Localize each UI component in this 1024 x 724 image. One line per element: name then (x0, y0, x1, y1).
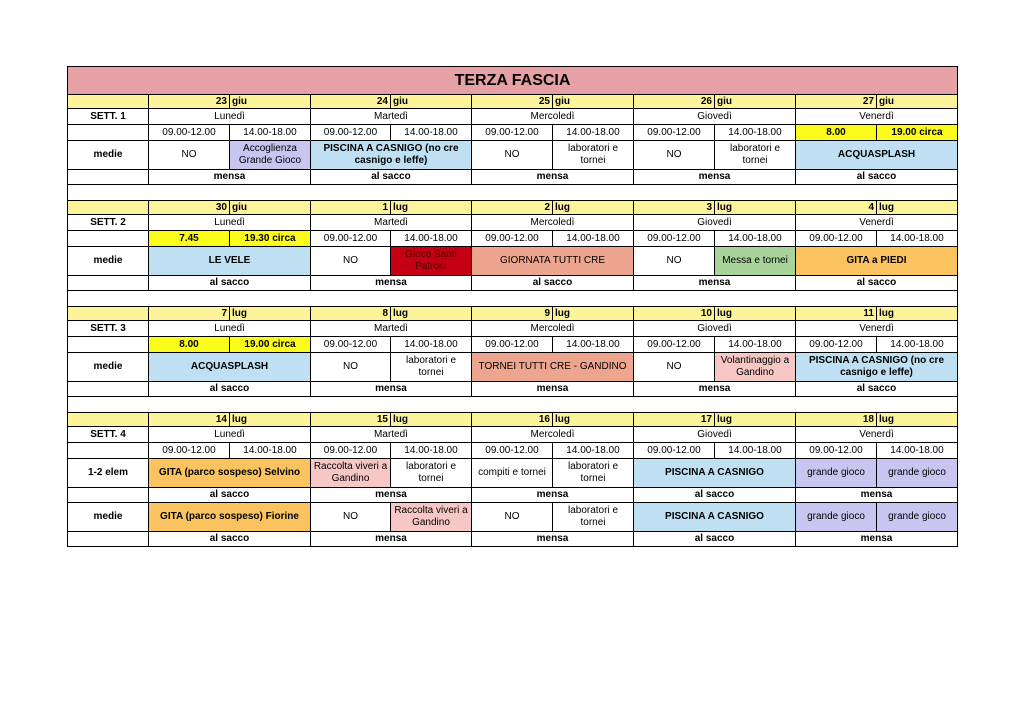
times-row-spacer (67, 442, 149, 459)
day-name: Martedì (310, 426, 472, 443)
time-afternoon: 19.00 circa (229, 336, 311, 353)
day-name: Martedì (310, 320, 472, 337)
lunch-cell: al sacco (795, 275, 958, 291)
day-month: lug (714, 412, 796, 427)
activity-cell: Raccolta viveri a Gandino (390, 502, 472, 532)
date-row-spacer (67, 412, 149, 427)
lunch-cell: mensa (633, 275, 796, 291)
time-afternoon: 14.00-18.00 (390, 442, 472, 459)
lunch-cell: mensa (471, 381, 634, 397)
day-name: Giovedì (633, 320, 796, 337)
day-name: Lunedì (148, 320, 311, 337)
day-month: lug (390, 412, 472, 427)
day-month: lug (876, 412, 958, 427)
lunch-row-spacer (67, 487, 149, 503)
week-label: SETT. 1 (67, 108, 149, 125)
day-month: lug (714, 306, 796, 321)
week-label: SETT. 3 (67, 320, 149, 337)
day-name: Mercoledì (471, 426, 634, 443)
time-afternoon: 14.00-18.00 (552, 124, 634, 141)
times-row-spacer (67, 124, 149, 141)
activity-cell: GITA a PIEDI (795, 246, 958, 276)
day-name: Venerdì (795, 426, 958, 443)
day-month: giu (229, 200, 311, 215)
time-afternoon: 14.00-18.00 (876, 230, 958, 247)
activity-cell: LE VELE (148, 246, 311, 276)
day-name: Mercoledì (471, 214, 634, 231)
time-afternoon: 14.00-18.00 (390, 336, 472, 353)
lunch-row-spacer (67, 531, 149, 547)
time-morning: 09.00-12.00 (310, 442, 391, 459)
group-label: medie (67, 352, 149, 382)
day-month: giu (714, 94, 796, 109)
lunch-cell: al sacco (148, 531, 311, 547)
time-afternoon: 14.00-18.00 (552, 442, 634, 459)
day-name: Martedì (310, 108, 472, 125)
time-afternoon: 14.00-18.00 (876, 442, 958, 459)
activity-cell: PISCINA A CASNIGO (633, 458, 796, 488)
activity-cell: TORNEI TUTTI CRE - GANDINO (471, 352, 634, 382)
day-name: Lunedì (148, 108, 311, 125)
time-afternoon: 14.00-18.00 (876, 336, 958, 353)
time-morning: 09.00-12.00 (471, 442, 553, 459)
time-morning: 09.00-12.00 (471, 124, 553, 141)
lunch-row-spacer (67, 381, 149, 397)
day-number: 10 (633, 306, 715, 321)
date-row-spacer (67, 306, 149, 321)
lunch-cell: al sacco (795, 381, 958, 397)
time-afternoon: 14.00-18.00 (229, 442, 311, 459)
time-morning: 09.00-12.00 (633, 124, 715, 141)
time-afternoon: 14.00-18.00 (552, 230, 634, 247)
activity-cell: NO (633, 352, 715, 382)
day-name: Giovedì (633, 108, 796, 125)
time-afternoon: 14.00-18.00 (714, 442, 796, 459)
day-month: lug (552, 306, 634, 321)
time-afternoon: 14.00-18.00 (390, 124, 472, 141)
day-number: 11 (795, 306, 877, 321)
lunch-cell: mensa (471, 169, 634, 185)
day-number: 30 (148, 200, 230, 215)
activity-cell: Gioco Santi Patroni (390, 246, 472, 276)
week-label: SETT. 2 (67, 214, 149, 231)
activity-cell: Messa e tornei (714, 246, 796, 276)
activity-cell: compiti e tornei (471, 458, 553, 488)
day-month: lug (229, 306, 311, 321)
lunch-cell: al sacco (148, 381, 311, 397)
group-label: medie (67, 246, 149, 276)
lunch-cell: al sacco (633, 487, 796, 503)
time-morning: 09.00-12.00 (795, 336, 877, 353)
day-number: 9 (471, 306, 553, 321)
time-morning: 09.00-12.00 (148, 442, 230, 459)
activity-cell: NO (633, 140, 715, 170)
time-afternoon: 19.00 circa (876, 124, 958, 141)
day-name: Martedì (310, 214, 472, 231)
activity-cell: laboratori e tornei (552, 458, 634, 488)
lunch-cell: al sacco (148, 275, 311, 291)
activity-cell: GITA (parco sospeso) Selvino (148, 458, 311, 488)
activity-cell: ACQUASPLASH (148, 352, 311, 382)
time-afternoon: 14.00-18.00 (714, 230, 796, 247)
time-morning: 09.00-12.00 (633, 336, 715, 353)
day-number: 3 (633, 200, 715, 215)
lunch-cell: al sacco (310, 169, 472, 185)
day-name: Venerdì (795, 320, 958, 337)
lunch-cell: mensa (310, 487, 472, 503)
day-number: 4 (795, 200, 877, 215)
day-number: 8 (310, 306, 391, 321)
day-name: Mercoledì (471, 108, 634, 125)
day-number: 16 (471, 412, 553, 427)
day-month: lug (552, 412, 634, 427)
day-number: 15 (310, 412, 391, 427)
day-name: Venerdì (795, 108, 958, 125)
time-morning: 09.00-12.00 (633, 230, 715, 247)
lunch-cell: mensa (471, 487, 634, 503)
time-afternoon: 14.00-18.00 (714, 336, 796, 353)
day-name: Lunedì (148, 214, 311, 231)
day-number: 24 (310, 94, 391, 109)
day-number: 2 (471, 200, 553, 215)
time-afternoon: 14.00-18.00 (390, 230, 472, 247)
lunch-cell: al sacco (795, 169, 958, 185)
day-number: 14 (148, 412, 230, 427)
day-name: Mercoledì (471, 320, 634, 337)
activity-cell: grande gioco (876, 502, 958, 532)
day-month: lug (390, 200, 472, 215)
week-label: SETT. 4 (67, 426, 149, 443)
times-row-spacer (67, 230, 149, 247)
day-number: 23 (148, 94, 230, 109)
lunch-cell: al sacco (148, 487, 311, 503)
activity-cell: laboratori e tornei (552, 140, 634, 170)
activity-cell: laboratori e tornei (552, 502, 634, 532)
time-morning: 09.00-12.00 (471, 230, 553, 247)
time-morning: 8.00 (148, 336, 230, 353)
time-afternoon: 19.30 circa (229, 230, 311, 247)
week-spacer (67, 396, 958, 413)
day-month: lug (876, 200, 958, 215)
day-number: 26 (633, 94, 715, 109)
day-number: 17 (633, 412, 715, 427)
activity-cell: grande gioco (795, 502, 877, 532)
activity-cell: PISCINA A CASNIGO (633, 502, 796, 532)
day-month: lug (390, 306, 472, 321)
times-row-spacer (67, 336, 149, 353)
activity-cell: laboratori e tornei (390, 458, 472, 488)
activity-cell: ACQUASPLASH (795, 140, 958, 170)
date-row-spacer (67, 94, 149, 109)
time-morning: 09.00-12.00 (795, 230, 877, 247)
lunch-row-spacer (67, 275, 149, 291)
day-number: 7 (148, 306, 230, 321)
day-month: lug (714, 200, 796, 215)
time-afternoon: 14.00-18.00 (552, 336, 634, 353)
lunch-cell: mensa (633, 169, 796, 185)
activity-cell: grande gioco (795, 458, 877, 488)
lunch-cell: mensa (795, 531, 958, 547)
time-morning: 09.00-12.00 (310, 230, 391, 247)
activity-cell: laboratori e tornei (714, 140, 796, 170)
time-morning: 09.00-12.00 (795, 442, 877, 459)
activity-cell: NO (310, 246, 391, 276)
group-label: 1-2 elem (67, 458, 149, 488)
activity-cell: grande gioco (876, 458, 958, 488)
week-spacer (67, 290, 958, 307)
activity-cell: NO (471, 502, 553, 532)
activity-cell: NO (310, 352, 391, 382)
day-name: Lunedì (148, 426, 311, 443)
week-spacer (67, 184, 958, 201)
day-name: Giovedì (633, 426, 796, 443)
day-number: 1 (310, 200, 391, 215)
activity-cell: NO (633, 246, 715, 276)
activity-cell: PISCINA A CASNIGO (no cre casnigo e leffe) (795, 352, 958, 382)
activity-cell: NO (471, 140, 553, 170)
lunch-cell: mensa (633, 381, 796, 397)
group-label: medie (67, 140, 149, 170)
day-month: giu (390, 94, 472, 109)
time-morning: 09.00-12.00 (310, 124, 391, 141)
day-month: giu (229, 94, 311, 109)
activity-cell: GIORNATA TUTTI CRE (471, 246, 634, 276)
lunch-cell: mensa (310, 531, 472, 547)
lunch-cell: mensa (148, 169, 311, 185)
day-number: 18 (795, 412, 877, 427)
group-label: medie (67, 502, 149, 532)
day-month: giu (552, 94, 634, 109)
page-title: TERZA FASCIA (67, 66, 958, 95)
day-month: lug (229, 412, 311, 427)
time-morning: 09.00-12.00 (471, 336, 553, 353)
time-afternoon: 14.00-18.00 (229, 124, 311, 141)
day-month: giu (876, 94, 958, 109)
activity-cell: Accoglienza Grande Gioco (229, 140, 311, 170)
time-morning: 7.45 (148, 230, 230, 247)
lunch-row-spacer (67, 169, 149, 185)
lunch-cell: mensa (795, 487, 958, 503)
time-morning: 09.00-12.00 (633, 442, 715, 459)
activity-cell: PISCINA A CASNIGO (no cre casnigo e leffe) (310, 140, 472, 170)
activity-cell: Volantinaggio a Gandino (714, 352, 796, 382)
activity-cell: GITA (parco sospeso) Fiorine (148, 502, 311, 532)
day-name: Giovedì (633, 214, 796, 231)
day-number: 27 (795, 94, 877, 109)
day-name: Venerdì (795, 214, 958, 231)
time-morning: 09.00-12.00 (310, 336, 391, 353)
day-month: lug (552, 200, 634, 215)
time-morning: 8.00 (795, 124, 877, 141)
activity-cell: Raccolta viveri a Gandino (310, 458, 391, 488)
time-afternoon: 14.00-18.00 (714, 124, 796, 141)
lunch-cell: mensa (471, 531, 634, 547)
lunch-cell: al sacco (633, 531, 796, 547)
activity-cell: laboratori e tornei (390, 352, 472, 382)
activity-cell: NO (310, 502, 391, 532)
time-morning: 09.00-12.00 (148, 124, 230, 141)
day-month: lug (876, 306, 958, 321)
lunch-cell: mensa (310, 275, 472, 291)
day-number: 25 (471, 94, 553, 109)
activity-cell: NO (148, 140, 230, 170)
lunch-cell: mensa (310, 381, 472, 397)
date-row-spacer (67, 200, 149, 215)
lunch-cell: al sacco (471, 275, 634, 291)
